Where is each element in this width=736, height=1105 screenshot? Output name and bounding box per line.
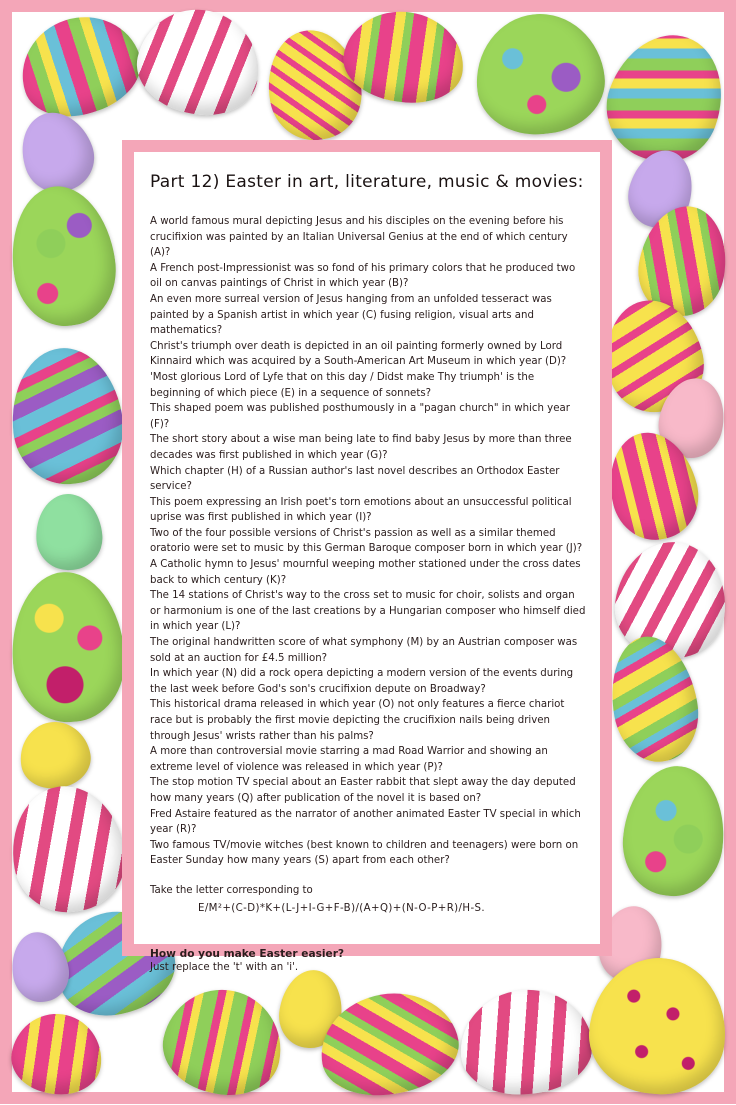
question-h: Which chapter (H) of a Russian author's last novel describes an Orthodox Easter service? — [150, 465, 560, 493]
joke-question: How do you make Easter easier? — [150, 948, 345, 961]
question-d: Christ's triumph over death is depicted in an oil painting formerly owned by Lord Kinnaird which was acquired by a South-American Art Museum in which year (D)? — [150, 340, 567, 368]
question-s: Two famous TV/movie witches (best known to children and teenagers) were born on Easter Sunday how many years (S) apart from each other? — [150, 839, 579, 867]
page-title: Part 12) Easter in art, literature, music & movies: — [150, 172, 584, 192]
content-card-inner — [134, 152, 600, 974]
question-o: This historical drama released in which year (O) not only features a fierce chariot race but is probably the first movie depicting the crucifixion nails being driven through Jesus' wrists rather than his palms? — [150, 699, 565, 742]
question-p: A more than controversial movie starring a mad Road Warrior and showing an extreme level of violence was released in which year (P)? — [150, 746, 548, 773]
question-q: The stop motion TV special about an Easter rabbit that slept away the day deputed how many years (Q) after publication of the novel it is based on? — [150, 777, 576, 804]
question-j: Two of the four possible versions of Christ's passion as well as a similar themed oratorio were set to music by this German Baroque composer born in which year (J)? — [150, 527, 583, 555]
question-m: The original handwritten score of what symphony (M) by an Austrian composer was sold at an auction for £4.5 million? — [150, 637, 578, 664]
question-c: An even more surreal version of Jesus hanging from an unfolded tesseract was painted by a Spanish artist in which year (C) fusing religion, visual arts and mathematics? — [150, 293, 552, 337]
question-n: In which year (N) did a rock opera depicting a modern version of the events during the last week before God's son's crucifixion depute on Broadway? — [150, 668, 574, 695]
formula-intro: Take the letter corresponding to — [150, 884, 313, 896]
joke-answer: Just replace the 't' with an 'i'. — [150, 962, 299, 974]
question-l: The 14 stations of Christ's way to the cross set to music for choir, solists and organ or harmonium is one of the last creations by a Hungarian composer who himself died in which year (L)? — [150, 590, 586, 633]
question-a: A world famous mural depicting Jesus and his disciples on the evening before his crucifixion was painted by an Italian Universal Genius at the end of which century (A)? — [150, 216, 568, 259]
content-card — [122, 140, 612, 974]
question-f: This shaped poem was published posthumously in a "pagan church" in which year (F)? — [150, 403, 570, 430]
question-b: A French post-Impressionist was so fond of his primary colors that he produced two oil on canvas paintings of Christ in which year (B)? — [150, 262, 576, 290]
questions-list — [150, 214, 586, 869]
question-r: Fred Astaire featured as the narrator of another animated Easter TV special in which year (R)? — [150, 808, 581, 836]
question-g: The short story about a wise man being late to find baby Jesus by more than three decades was first published in which year (G)? — [150, 434, 572, 461]
question-e: 'Most glorious Lord of Lyfe that on this day / Didst make Thy triumph' is the beginning of which piece (E) in a sequence of sonnets? — [150, 371, 535, 399]
question-i: This poem expressing an Irish poet's torn emotions about an unsuccessful political uprise was first published in which year (I)? — [150, 496, 572, 524]
question-k: A Catholic hymn to Jesus' mournful weeping mother stationed under the cross dates back to which century (K)? — [150, 559, 581, 586]
formula: E/M²+(C-D)*K+(L-J+I-G+F-B)/(A+Q)+(N-O-P+R)/H-S. — [198, 902, 486, 914]
